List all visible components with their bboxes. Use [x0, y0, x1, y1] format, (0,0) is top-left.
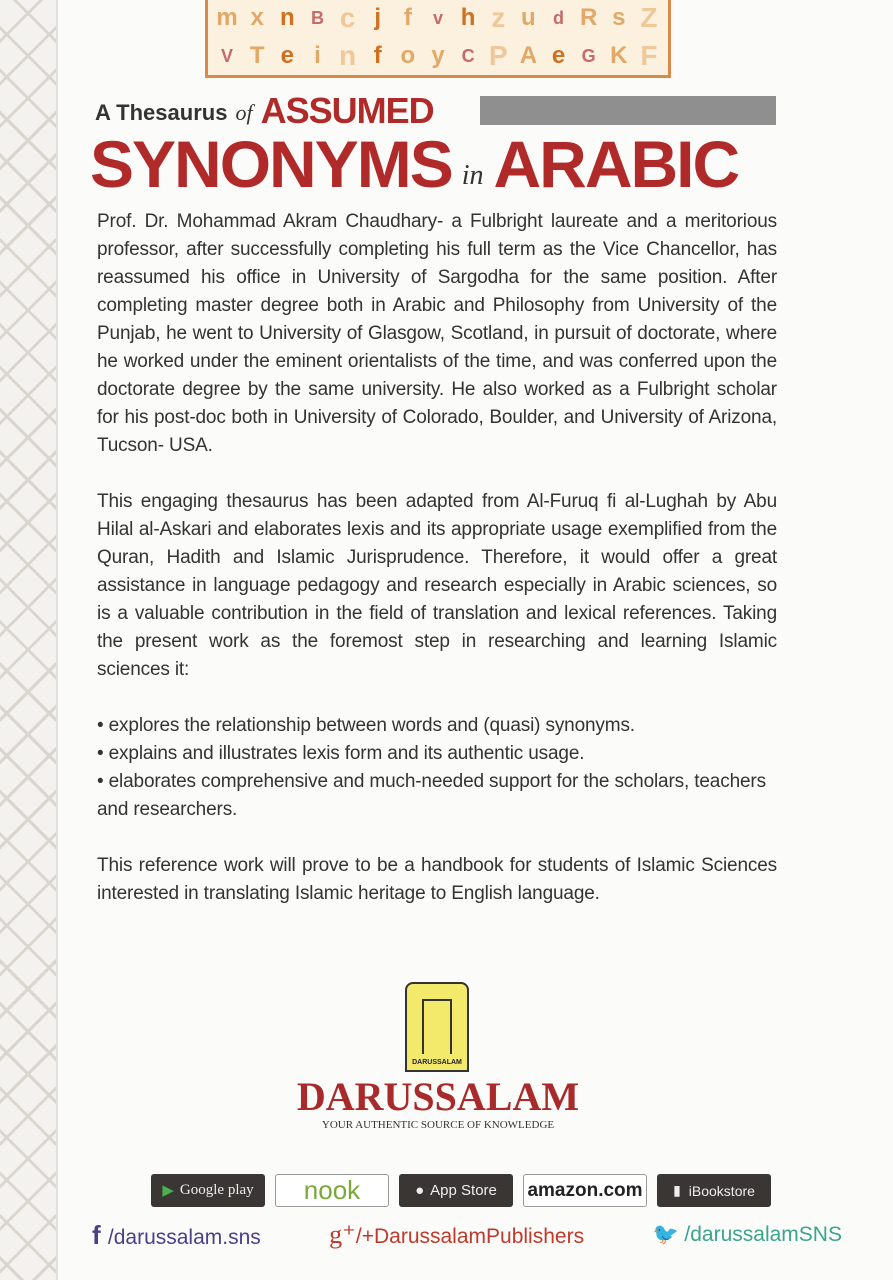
- bullet-item: • explores the relationship between words and (quasi) synonyms.: [97, 715, 635, 736]
- closing-paragraph: This reference work will prove to be a handbook for students of Islamic Sciences interested in translating Islamic heritage to English language.: [97, 855, 777, 904]
- social-links: [92, 1220, 842, 1253]
- nook-badge[interactable]: [275, 1174, 389, 1207]
- logo-text: DARUSSALAM: [412, 1059, 462, 1066]
- publisher-brand: [257, 1076, 619, 1132]
- letter: z: [491, 2, 506, 33]
- title-part: ASSUMED: [260, 90, 434, 131]
- badge-label: iBookstore: [688, 1182, 755, 1199]
- twitter-icon: 🐦: [652, 1223, 685, 1246]
- facebook-link[interactable]: [92, 1220, 261, 1253]
- bullet-item: • elaborates comprehensive and much-needed support for the scholars, teachers and researchers.: [97, 771, 766, 820]
- letter: h: [460, 4, 476, 31]
- letter: v: [432, 8, 443, 28]
- letter: T: [249, 42, 265, 69]
- letter: A: [519, 42, 538, 69]
- letter: e: [280, 42, 294, 69]
- letter: s: [612, 4, 626, 31]
- letter: j: [374, 4, 382, 31]
- play-icon: ▶: [162, 1183, 174, 1199]
- title-part: A Thesaurus: [95, 100, 228, 125]
- title-line-1: [95, 92, 434, 130]
- link-text: /darussalam.sns: [107, 1226, 261, 1249]
- link-text: /darussalamSNS: [684, 1223, 842, 1246]
- book-icon: ▮: [673, 1182, 681, 1198]
- title-bar: [480, 96, 776, 125]
- letter: i: [314, 42, 321, 69]
- apple-icon: ●: [415, 1182, 425, 1199]
- google-plus-icon: g⁺: [329, 1220, 356, 1249]
- author-bio: Prof. Dr. Mohammad Akram Chaudhary- a Fulbright laureate and a meritorious professor, after successfully completing his full term as the Vice Chancellor, has reassumed his office in University of Sargodha for the same position. After completing master degree both in Arabic and Philosophy from University of the Punjab, he went to University of Glasgow, Scotland, in pursuit of doctorate, where he worked under the eminent orientalists of the time, and was conferred upon the doctorate degree by the same university. He also worked as a Fulbright scholar for his post-doc both in University of Colorado, Boulder, and University of Arizona, Tucson- USA.: [97, 211, 777, 456]
- title-part: SYNONYMS: [90, 127, 452, 201]
- facebook-icon: f: [92, 1220, 108, 1250]
- link-text: /+DarussalamPublishers: [355, 1225, 585, 1248]
- badge-label: amazon.com: [527, 1179, 643, 1201]
- letter: n: [339, 40, 357, 71]
- badge-label: nook: [303, 1175, 361, 1205]
- letter: G: [581, 46, 596, 66]
- letter: c: [339, 2, 356, 33]
- letter: f: [373, 42, 382, 69]
- store-badges: [151, 1174, 771, 1207]
- cover-letter-art: [205, 0, 671, 78]
- letter: o: [400, 42, 416, 69]
- letter: x: [250, 4, 264, 31]
- bullet-item: • explains and illustrates lexis form and its authentic usage.: [97, 743, 585, 764]
- badge-label: App Store: [430, 1182, 497, 1199]
- blurb: [97, 208, 777, 936]
- publisher-logo: [405, 982, 469, 1072]
- letter: R: [579, 4, 598, 31]
- book-tower-icon: [422, 999, 452, 1054]
- letter: V: [221, 46, 234, 66]
- title-line-2: [90, 127, 739, 201]
- ibookstore-badge[interactable]: [657, 1174, 771, 1207]
- decorative-border: [0, 0, 58, 1280]
- app-store-badge[interactable]: [399, 1174, 513, 1207]
- letter: B: [310, 8, 324, 28]
- title-part: of: [235, 100, 253, 125]
- publisher-name: DARUSSALAM: [296, 1074, 580, 1119]
- title-part: in: [461, 160, 484, 191]
- amazon-badge[interactable]: [523, 1174, 647, 1207]
- letter: y: [431, 42, 445, 69]
- letter: u: [521, 4, 536, 31]
- letter: P: [488, 40, 508, 71]
- book-description: This engaging thesaurus has been adapted from Al-Furuq fi al-Lughah by Abu Hilal al-Askari and elaborates lexis and its appropriate usage exemplified from the Quran, Hadith and Islamic Jurisprudence. Therefore, it would offer a great assistance in language pedagogy and research especially in Arabic sciences, so is a valuable contribution in the field of translation and lexical references. Taking the present work as the foremost step in researching and learning Islamic sciences it:: [97, 491, 777, 680]
- letter: K: [610, 42, 628, 69]
- gplus-link[interactable]: [329, 1220, 584, 1253]
- google-play-badge[interactable]: [151, 1174, 265, 1207]
- letter: n: [279, 4, 295, 31]
- letter: e: [551, 42, 566, 69]
- publisher-tagline: YOUR AUTHENTIC SOURCE OF KNOWLEDGE: [321, 1119, 555, 1131]
- badge-label: Google play: [179, 1182, 254, 1198]
- letter: Z: [640, 2, 658, 33]
- letter: d: [553, 8, 565, 28]
- letter: C: [461, 46, 475, 66]
- twitter-link[interactable]: [652, 1220, 842, 1253]
- letter: f: [403, 4, 412, 31]
- title-part: ARABIC: [493, 127, 739, 201]
- letter: m: [216, 4, 238, 31]
- bullet-list: [97, 712, 777, 824]
- letter: F: [640, 40, 658, 71]
